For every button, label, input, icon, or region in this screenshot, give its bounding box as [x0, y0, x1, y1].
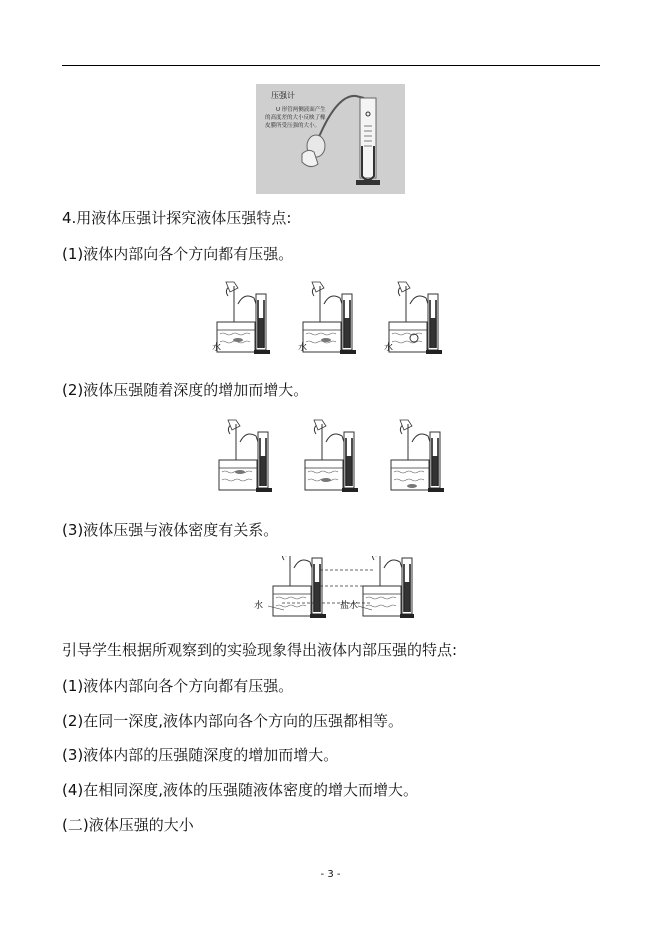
point1-heading: (1)液体内部向各个方向都有压强。 [62, 245, 294, 263]
manometer-caption-2: 的高度差的大小反映了橡 [265, 115, 326, 121]
item4-heading: 4.用液体压强计探究液体压强特点: [62, 209, 292, 227]
conclusion-point-1: (1)液体内部向各个方向都有压强。 [62, 677, 294, 695]
manometer-caption-1: U 形管两侧液面产生 [276, 107, 326, 113]
manometer-figure [256, 84, 405, 194]
water-label-3: 水 [384, 343, 394, 353]
experiment-row3 [254, 556, 414, 620]
conclusion-point-3: (3)液体内部的压强随深度的增加而增大。 [62, 746, 339, 764]
point2-heading: (2)液体压强随着深度的增加而增大。 [62, 381, 309, 399]
water-label-2: 水 [298, 343, 308, 353]
page-number: - 3 - [320, 869, 341, 880]
manometer-caption-3: 皮膜所受压强的大小。 [265, 123, 321, 129]
point3-heading: (3)液体压强与液体密度有关系。 [62, 521, 279, 539]
experiment-row2 [214, 416, 464, 500]
conclusion-point-2: (2)在同一深度,液体内部向各个方向的压强都相等。 [62, 712, 404, 730]
water-label-1: 水 [212, 343, 222, 353]
manometer-title: 压强计 [271, 91, 295, 100]
header-rule [62, 65, 600, 66]
conclusion-intro: 引导学生根据所观察到的实验现象得出液体内部压强的特点: [62, 641, 458, 659]
salt-water-label: 盐水 [340, 601, 359, 611]
experiment-row1 [212, 278, 462, 362]
conclusion-point-4: (4)在相同深度,液体的压强随液体密度的增大而增大。 [62, 781, 419, 799]
water-label: 水 [254, 601, 264, 611]
section-heading-liquid-pressure: (二)液体压强的大小 [62, 816, 194, 834]
